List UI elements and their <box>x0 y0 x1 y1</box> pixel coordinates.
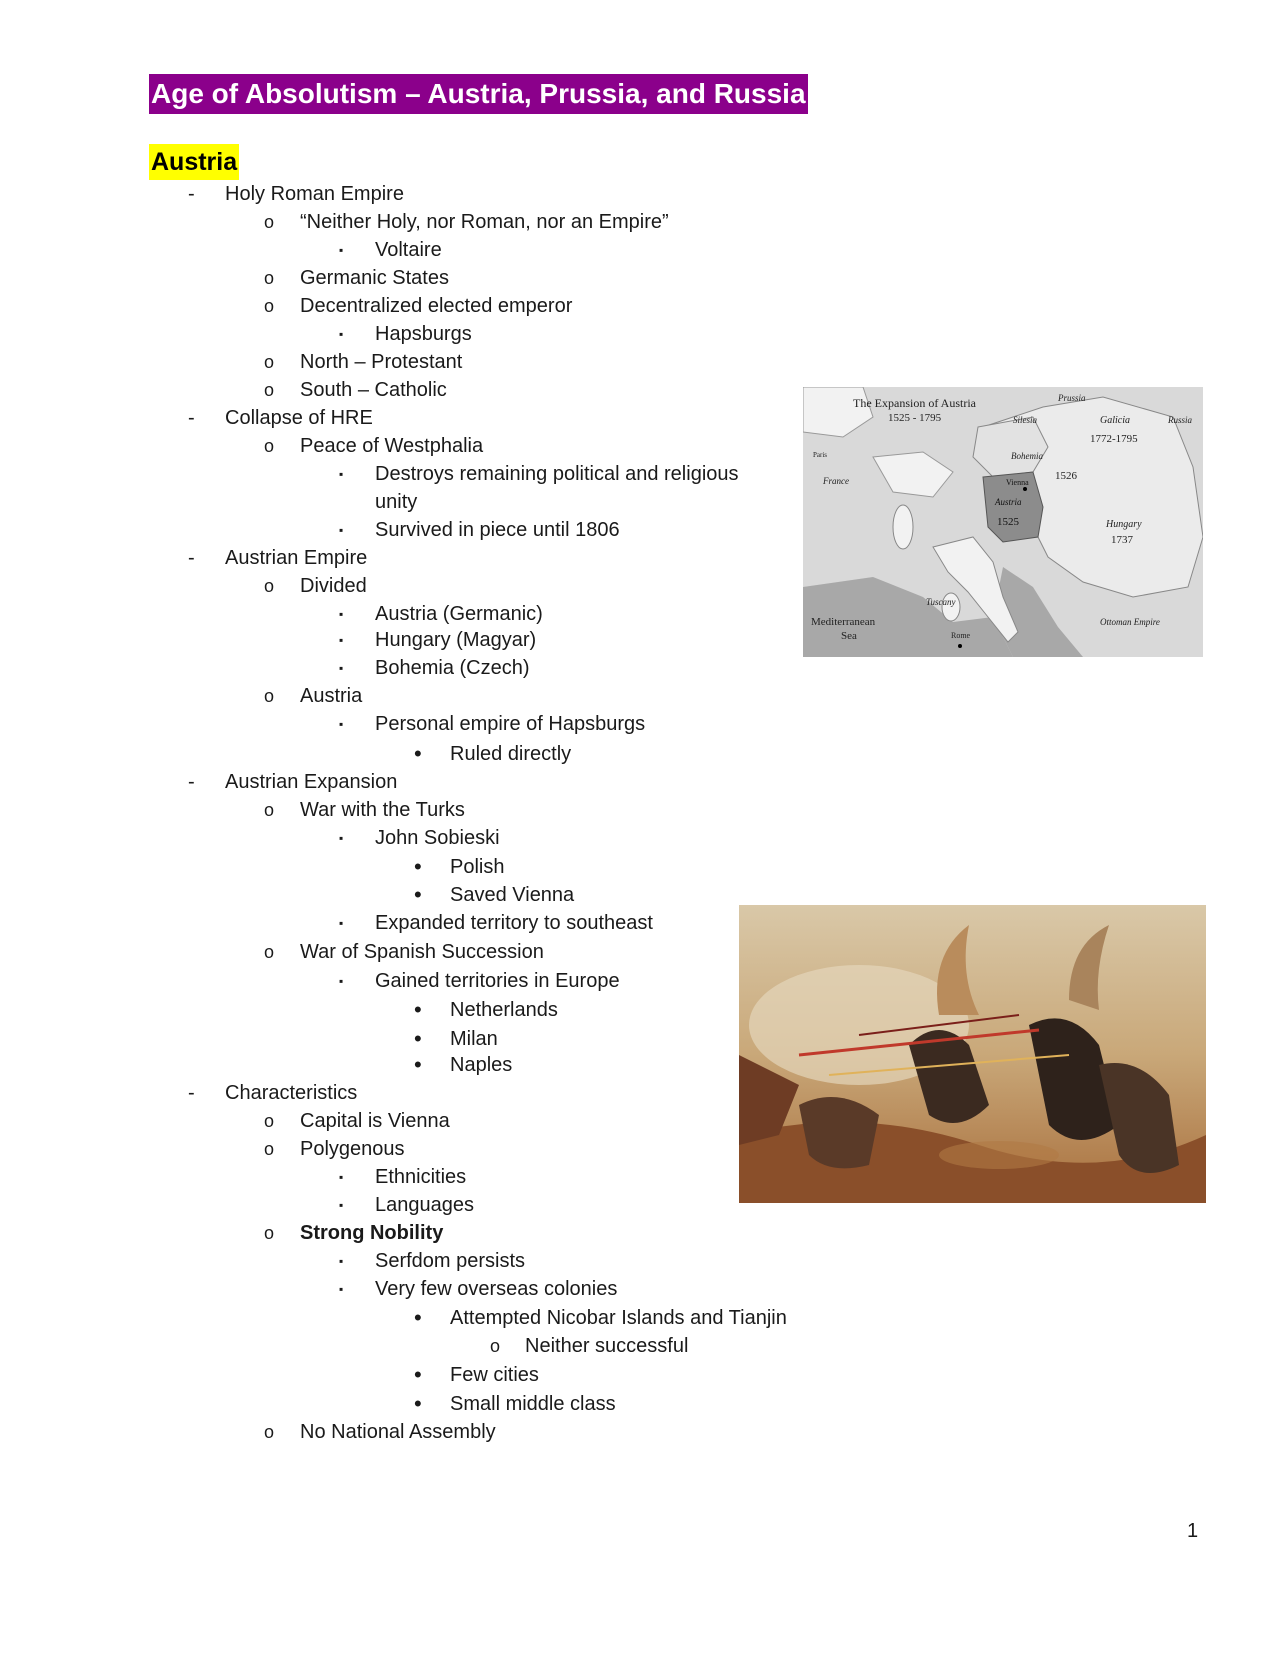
outline-item-level-1: Austrian Expansion <box>225 771 398 793</box>
bullet-marker: • <box>414 882 422 907</box>
outline-item-level-3: Languages <box>375 1194 474 1216</box>
bullet-marker: • <box>414 997 422 1022</box>
outline-item-level-2: Decentralized elected emperor <box>300 295 573 317</box>
map-label-galicia-years: 1772-1795 <box>1090 433 1138 445</box>
map-label-1525: 1525 <box>997 516 1019 528</box>
page-title: Age of Absolutism – Austria, Prussia, and Russia <box>149 74 808 114</box>
outline-item-level-4: Saved Vienna <box>450 884 575 906</box>
outline-item-level-4: Milan <box>450 1028 498 1050</box>
bullet-marker: o <box>264 800 275 820</box>
outline-item-level-5: Neither successful <box>525 1335 689 1357</box>
outline-item-level-1: Characteristics <box>225 1082 358 1104</box>
map-label-1526: 1526 <box>1055 470 1077 482</box>
page-number: 1 <box>1187 1520 1199 1542</box>
outline-item-level-4: Polish <box>450 856 505 878</box>
outline-item-level-1: Collapse of HRE <box>225 407 373 429</box>
bullet-marker: o <box>264 268 275 288</box>
bullet-marker: o <box>264 576 275 596</box>
bullet-marker: o <box>264 352 275 372</box>
outline-item-level-2: War with the Turks <box>300 799 465 821</box>
outline-item-level-2: Capital is Vienna <box>300 1110 450 1132</box>
bullet-marker: o <box>264 380 275 400</box>
bullet-marker: o <box>264 686 275 706</box>
bullet-marker: - <box>188 407 195 429</box>
outline-item-level-2: “Neither Holy, nor Roman, nor an Empire” <box>300 211 669 233</box>
map-label-1737: 1737 <box>1111 534 1133 546</box>
map-label-prussia: Prussia <box>1058 393 1086 403</box>
outline-item-level-3: Destroys remaining political and religious <box>375 463 739 485</box>
bullet-marker: • <box>414 1305 422 1330</box>
bullet-marker: • <box>414 854 422 879</box>
bullet-marker: - <box>188 1082 195 1104</box>
bullet-marker: - <box>188 771 195 793</box>
bullet-marker: • <box>414 1026 422 1051</box>
bullet-marker: ▪ <box>339 1170 344 1184</box>
outline-item-level-3: Very few overseas colonies <box>375 1278 618 1300</box>
bullet-marker: o <box>264 1139 275 1159</box>
outline-item-level-2: Divided <box>300 575 367 597</box>
bullet-marker: - <box>188 183 195 205</box>
outline-item-level-4: Netherlands <box>450 999 558 1021</box>
outline-item-level-2: Germanic States <box>300 267 449 289</box>
outline-item-level-4: Naples <box>450 1054 513 1076</box>
bullet-marker: o <box>264 1111 275 1131</box>
outline-item-level-2: Austria <box>300 685 363 707</box>
outline-item-level-3: Expanded territory to southeast <box>375 912 653 934</box>
outline-item-level-2: Polygenous <box>300 1138 405 1160</box>
outline-item-level-2: Peace of Westphalia <box>300 435 484 457</box>
map-title: The Expansion of Austria <box>853 396 976 410</box>
outline-item-level-3: Survived in piece until 1806 <box>375 519 620 541</box>
outline-item-level-2: No National Assembly <box>300 1421 496 1443</box>
map-label-paris: Paris <box>813 451 827 459</box>
outline-item-level-3: Hungary (Magyar) <box>375 629 537 651</box>
map-label-silesia: Silesia <box>1013 415 1037 425</box>
bullet-marker: ▪ <box>339 1198 344 1212</box>
map-label-vienna: Vienna <box>1006 478 1029 487</box>
bullet-marker: ▪ <box>339 916 344 930</box>
outline-item-level-3: John Sobieski <box>375 827 500 849</box>
map-label-rome: Rome <box>951 631 971 640</box>
section-heading: Austria <box>149 144 239 180</box>
map-label-bohemia: Bohemia <box>1011 451 1043 461</box>
map-label-sea: Sea <box>841 630 857 642</box>
bullet-marker: ▪ <box>339 523 344 537</box>
bullet-marker: ▪ <box>339 467 344 481</box>
hussar-painting <box>739 905 1206 1203</box>
bullet-marker: o <box>490 1336 501 1356</box>
outline-item-level-3: unity <box>375 491 418 513</box>
outline-item-level-4: Ruled directly <box>450 743 572 765</box>
outline-item-level-3: Hapsburgs <box>375 323 472 345</box>
bullet-marker: o <box>264 212 275 232</box>
map-label-russia: Russia <box>1168 415 1193 425</box>
bullet-marker: o <box>264 296 275 316</box>
bullet-marker: ▪ <box>339 327 344 341</box>
map-label-galicia: Galicia <box>1100 415 1130 426</box>
outline-item-level-3: Ethnicities <box>375 1166 467 1188</box>
bullet-marker: ▪ <box>339 1282 344 1296</box>
outline-item-level-2: South – Catholic <box>300 379 447 401</box>
bullet-marker: • <box>414 1391 422 1416</box>
map-years: 1525 - 1795 <box>888 412 942 424</box>
outline-item-level-4: Small middle class <box>450 1393 616 1415</box>
bullet-marker: o <box>264 1223 275 1243</box>
outline-item-level-3: Serfdom persists <box>375 1250 526 1272</box>
bullet-marker: o <box>264 942 275 962</box>
bullet-marker: ▪ <box>339 633 344 647</box>
bullet-marker: ▪ <box>339 1254 344 1268</box>
outline-item-level-3: Gained territories in Europe <box>375 970 620 992</box>
bullet-marker: • <box>414 741 422 766</box>
map-label-tuscany: Tuscany <box>926 597 956 607</box>
outline-item-level-3: Voltaire <box>375 239 442 261</box>
bullet-marker: • <box>414 1362 422 1387</box>
outline-item-level-3: Bohemia (Czech) <box>375 657 530 679</box>
outline-item-level-2: Strong Nobility <box>300 1222 444 1244</box>
map-label-ottoman: Ottoman Empire <box>1100 617 1160 627</box>
bullet-marker: ▪ <box>339 607 344 621</box>
bullet-marker: • <box>414 1052 422 1077</box>
outline-item-level-1: Holy Roman Empire <box>225 183 404 205</box>
outline-item-level-2: War of Spanish Succession <box>300 941 544 963</box>
map-label-hungary: Hungary <box>1106 519 1142 530</box>
outline-item-level-3: Personal empire of Hapsburgs <box>375 713 646 735</box>
outline-item-level-3: Austria (Germanic) <box>375 603 543 625</box>
outline-item-level-2: North – Protestant <box>300 351 463 373</box>
bullet-marker: ▪ <box>339 831 344 845</box>
bullet-marker: ▪ <box>339 974 344 988</box>
bullet-marker: o <box>264 436 275 456</box>
bullet-marker: ▪ <box>339 661 344 675</box>
map-label-mediterranean: Mediterranean <box>811 616 876 628</box>
outline-item-level-4: Few cities <box>450 1364 539 1386</box>
expansion-map <box>803 387 1203 657</box>
outline-item-level-1: Austrian Empire <box>225 547 368 569</box>
bullet-marker: ▪ <box>339 243 344 257</box>
outline-item-level-4: Attempted Nicobar Islands and Tianjin <box>450 1307 787 1329</box>
bullet-marker: - <box>188 547 195 569</box>
map-label-france: France <box>823 476 849 486</box>
map-label-austria: Austria <box>995 497 1022 507</box>
bullet-marker: o <box>264 1422 275 1442</box>
bullet-marker: ▪ <box>339 717 344 731</box>
